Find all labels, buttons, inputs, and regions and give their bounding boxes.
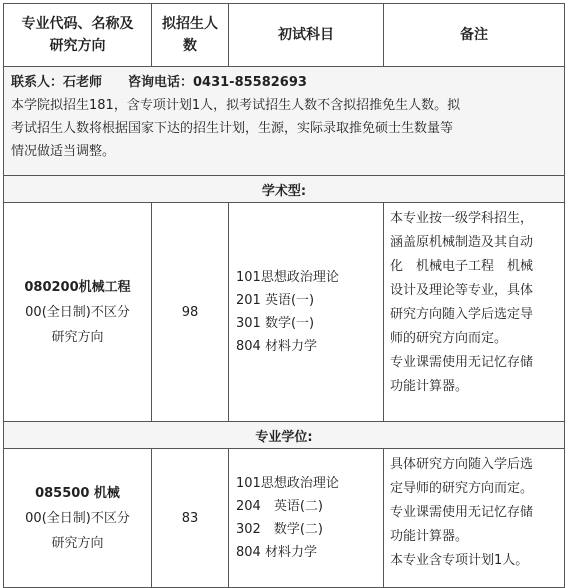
header-quota-line2: 数 [183,38,197,54]
note-line: 本专业含专项计划1人。 [390,553,529,568]
program-code-name: 085500 机械 [35,485,120,501]
note-line: 功能计算器。 [390,379,469,394]
program-quota: 98 [152,203,229,422]
note-line: 师的研究方向而定。 [390,331,508,346]
header-major-line1: 专业代码、名称及 [21,16,134,32]
note-line: 专业课需使用无记忆存储 [390,355,534,370]
header-quota-line1: 拟招生人 [162,16,218,32]
note-line: 涵盖原机械制造及其自动 [390,235,534,250]
program-name-cell [4,203,152,422]
subject-item: 301 数学(一) [236,316,315,331]
note-line: 定导师的研究方向而定。 [390,481,534,496]
program-notes-cell [384,449,565,588]
subject-item: 804 材料力学 [236,339,317,354]
program-mode-line1: 00(全日制)不区分 [25,510,130,526]
program-row-080200 [4,203,565,422]
section-title-professional: 专业学位: [4,422,565,449]
program-mode-line1: 00(全日制)不区分 [25,304,130,320]
program-row-085500 [4,449,565,588]
subject-item: 204 英语(二) [236,499,323,514]
enrollment-note-line3: 情况做适当调整。 [11,144,116,159]
admission-table [3,3,565,588]
program-subjects-cell [229,449,384,588]
program-code-name: 080200机械工程 [24,279,131,295]
program-mode-line2: 研究方向 [51,535,104,551]
program-name-cell [4,449,152,588]
contact-cell [4,67,565,176]
enrollment-note-line1: 本学院拟招生181，含专项计划1人，拟考试招生人数不含拟招推免生人数。拟 [11,98,461,113]
subject-item: 201 英语(一) [236,293,315,308]
section-row-professional [4,422,565,449]
header-quota [152,4,229,67]
header-subjects: 初试科目 [229,4,384,67]
note-line: 设计及理论等专业，具体 [390,283,534,298]
note-line: 专业课需使用无记忆存储 [390,505,534,520]
table-header-row [4,4,565,67]
subject-item: 101思想政治理论 [236,476,339,491]
program-subjects-cell [229,203,384,422]
section-title-academic: 学术型: [4,176,565,203]
subject-item: 302 数学(二) [236,522,323,537]
note-line: 功能计算器。 [390,529,469,544]
program-quota: 83 [152,449,229,588]
note-line: 化 机械电子工程 机械 [390,259,534,274]
header-notes: 备注 [384,4,565,67]
section-row-academic [4,176,565,203]
contact-line: 联系人：石老师 咨询电话：0431-85582693 [11,75,307,90]
note-line: 本专业按一级学科招生， [390,211,534,226]
header-major-line2: 研究方向 [49,38,106,54]
program-notes-cell [384,203,565,422]
note-line: 具体研究方向随入学后选 [390,457,534,472]
subject-item: 804 材料力学 [236,545,317,560]
subject-item: 101思想政治理论 [236,270,339,285]
program-mode-line2: 研究方向 [51,329,104,345]
header-major [4,4,152,67]
note-line: 研究方向随入学后选定导 [390,307,534,322]
enrollment-note-line2: 考试招生人数将根据国家下达的招生计划，生源，实际录取推免硕士生数量等 [11,121,454,136]
contact-row [4,67,565,176]
